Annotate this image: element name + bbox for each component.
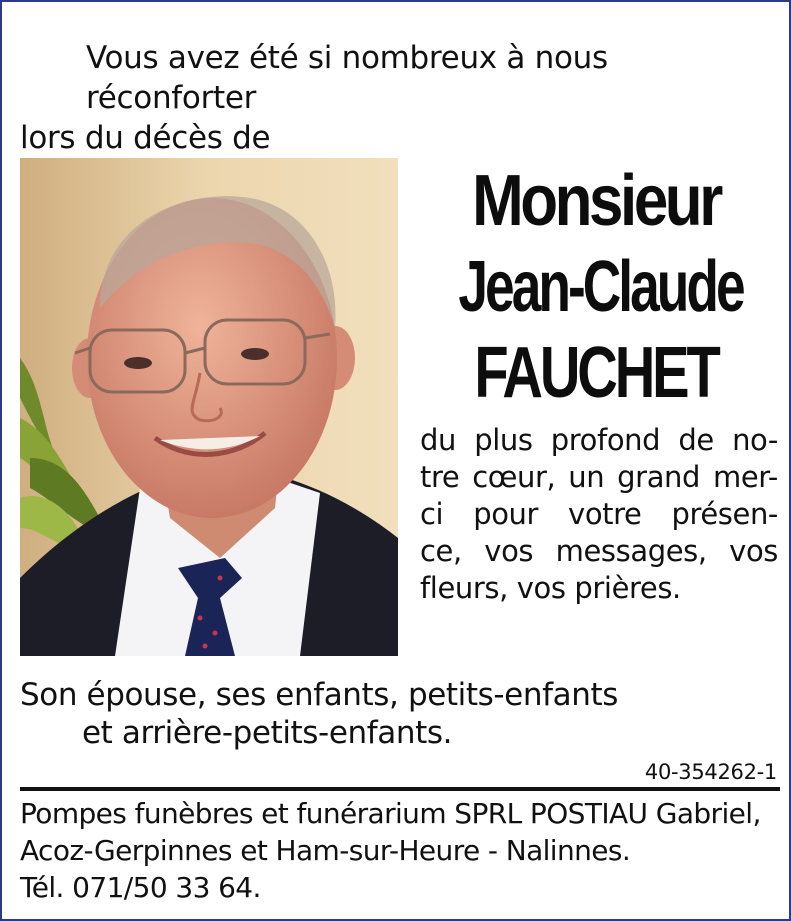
thanks-line: ce, vos messages, vos [420, 534, 778, 568]
divider [20, 787, 780, 791]
name-title: Monsieur [472, 161, 720, 241]
funeral-home-line-2: Acoz-Gerpinnes et Ham-sur-Heure - Nalinnes. [20, 834, 631, 867]
funeral-home-info [20, 795, 785, 906]
funeral-home-line-1: Pompes funèbres et funérarium SPRL POSTIAU Gabriel, [20, 797, 761, 830]
intro-line-1: Vous avez été si nombreux à nous réconforter [86, 40, 608, 116]
name-last: FAUCHET [474, 333, 718, 413]
portrait-photo [20, 158, 398, 656]
thanks-line: fleurs, vos prières. [420, 571, 681, 605]
thanks-line: du plus profond de no- [420, 423, 778, 457]
thanks-line: tre cœur, un grand mer- [420, 460, 778, 494]
deceased-name [410, 158, 782, 416]
family-line-2: et arrière-petits-enfants. [82, 715, 453, 751]
name-first: Jean-Claude [458, 247, 743, 327]
reference-number: 40-354262-1 [644, 760, 777, 784]
family-signature [20, 676, 720, 752]
portrait-illustration [20, 158, 398, 656]
intro-line-2: lors du décès de [20, 120, 271, 156]
thanks-line: ci pour votre présen- [420, 497, 778, 531]
family-line-1: Son épouse, ses enfants, petits-enfants [20, 677, 618, 713]
funeral-home-phone: Tél. 071/50 33 64. [20, 871, 261, 904]
thanks-text [420, 422, 778, 607]
intro-text [20, 38, 780, 158]
